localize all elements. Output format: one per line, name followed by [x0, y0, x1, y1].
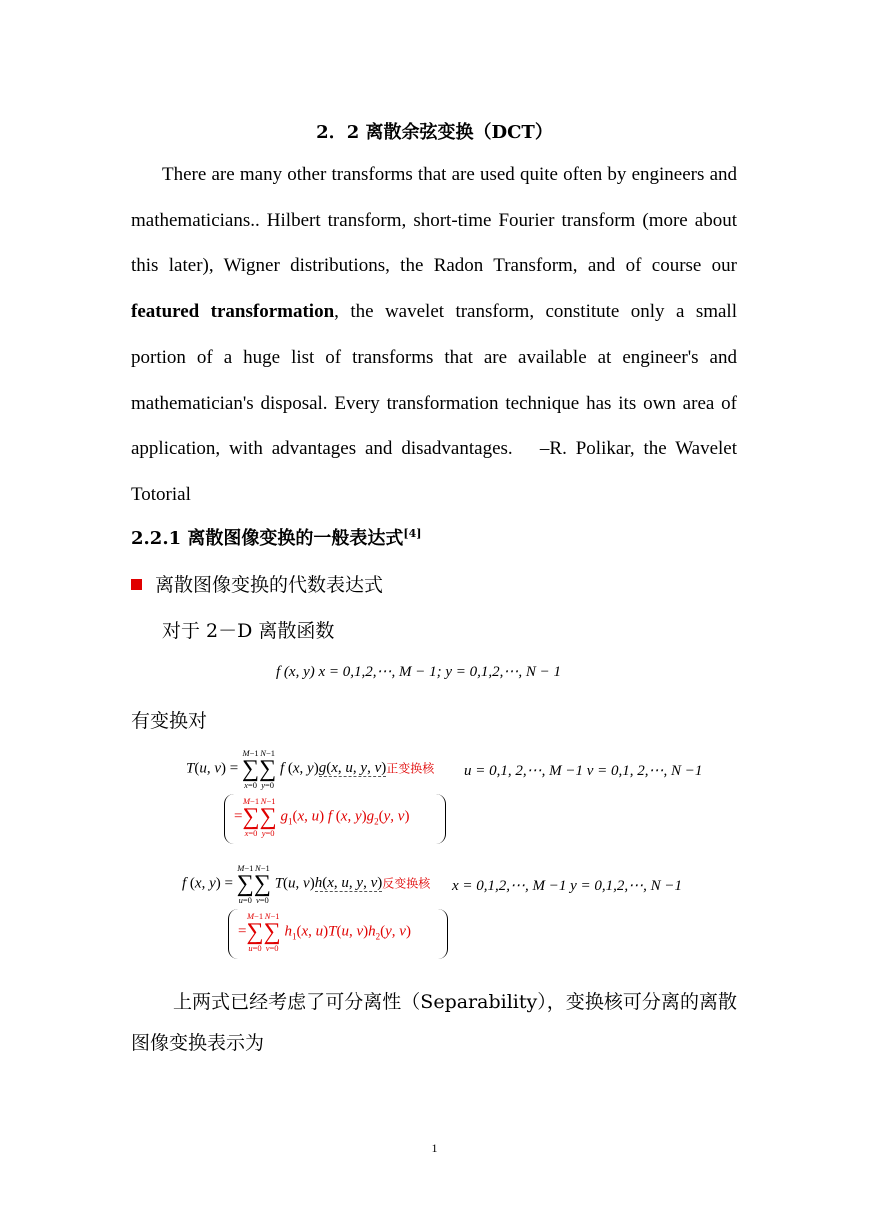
equation-inverse-transform: f (x, y) = M−1 ∑ u=0 N−1 ∑ v=0 T(u, v)h(x, u, y, v)反变换核: [182, 863, 431, 905]
quote-paragraph: [131, 152, 737, 518]
section-title: 2．2 离散余弦变换（DCT）: [316, 122, 553, 143]
citation-ref: [4]: [403, 527, 422, 540]
quote-text-part1: There are many other transforms that are used quite often by engineers and mathematicians.. Hilbert transform, short-time Fourier transform (more about this later), Wigner distributions, the Radon Transform, and of course our: [131, 164, 737, 277]
forward-kernel-label: 正变换核: [386, 761, 435, 776]
text-transform-pair: 有变换对: [131, 710, 208, 732]
quote-text-part2: , the wavelet transform, constitute only a small portion of a huge list of transforms that are available at engineer's and mathematician's disposal. Every transformation technique has its own area of application, with advantages and disadvantages. –R. Polikar, the Wavelet Totorial: [131, 301, 737, 505]
page-number: 1: [431, 1141, 438, 1155]
red-square-bullet-icon: [131, 579, 142, 590]
equation-inverse-separable: = M−1 ∑ u=0 N−1 ∑ v=0 $h_1(x$, u)T(u, $v)h_2(y$, v): [238, 911, 411, 953]
equation-domain: f (x, y) x = 0,1,2,⋯, M − 1; y = 0,1,2,⋯, N − 1: [276, 664, 562, 680]
equation-inverse-range: x = 0,1,2,⋯, M −1 y = 0,1,2,⋯, N −1: [452, 878, 683, 894]
equation-forward-range: u = 0,1, 2,⋯, M −1 v = 0,1, 2,⋯, N −1: [464, 763, 703, 779]
separability-paragraph: 上两式已经考虑了可分离性（Separability），变换核可分离的离散图像变换表示为: [131, 991, 737, 1054]
quote-bold-phrase: featured transformation: [131, 301, 335, 323]
subsection-title: 2.2.1 离散图像变换的一般表达式: [131, 528, 404, 549]
inverse-kernel-label: 反变换核: [382, 876, 431, 891]
bullet-item: [131, 570, 383, 597]
equation-forward-separable: = M−1 ∑ x=0 N−1 ∑ y=0 $g_1(x$, u) f (x, $y)g_2(y$, v): [234, 796, 410, 838]
text-2d-function: 对于 2－D 离散函数: [162, 620, 335, 642]
bullet-text: 离散图像变换的代数表达式: [155, 574, 384, 596]
equation-forward-transform: T(u, v) = M−1 ∑ x=0 N−1 ∑ y=0 f (x, y)g(x, u, y, v)正变换核: [186, 748, 435, 790]
subsection-heading: [131, 524, 421, 550]
